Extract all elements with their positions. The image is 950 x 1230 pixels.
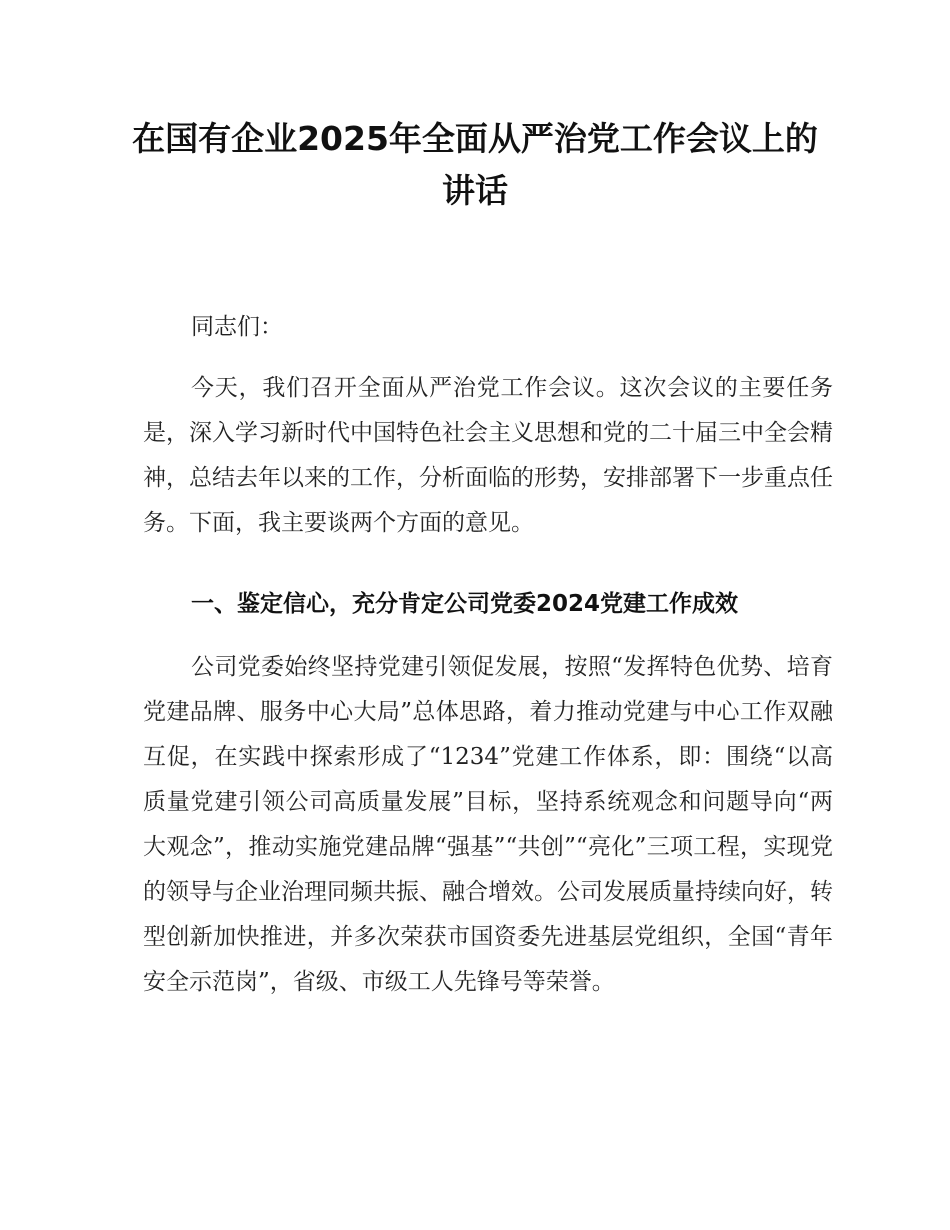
document-title: 在国有企业2025年全面从严治党工作会议上的讲话	[132, 119, 818, 210]
section-heading: 一、鉴定信心，充分肯定公司党委2024党建工作成效	[191, 591, 739, 617]
paragraph-achievements: 公司党委始终坚持党建引领促发展，按照“发挥特色优势、培育党建品牌、服务中心大局”总体思路，着力推动党建与中心工作双融互促，在实践中探索形成了“1234”党建工作体系，即：围绕“以高质量党建引领公司高质量发展”目标，坚持系统观念和问题导向“两大观念”，推动实施党建品牌“强基”“共创”“亮化”三项工程，实现党的领导与企业治理同频共振、融合增效。公司发展质量持续向好，转型创新加快推进，并多次荣获市国资委先进基层党组织，全国“青年安全示范岗”，省级、市级工人先锋号等荣誉。	[143, 654, 833, 995]
salutation: 同志们：	[191, 314, 283, 340]
paragraph-intro: 今天，我们召开全面从严治党工作会议。这次会议的主要任务是，深入学习新时代中国特色社会主义思想和党的二十届三中全会精神，总结去年以来的工作，分析面临的形势，安排部署下一步重点任务。下面，我主要谈两个方面的意见。	[143, 375, 833, 536]
